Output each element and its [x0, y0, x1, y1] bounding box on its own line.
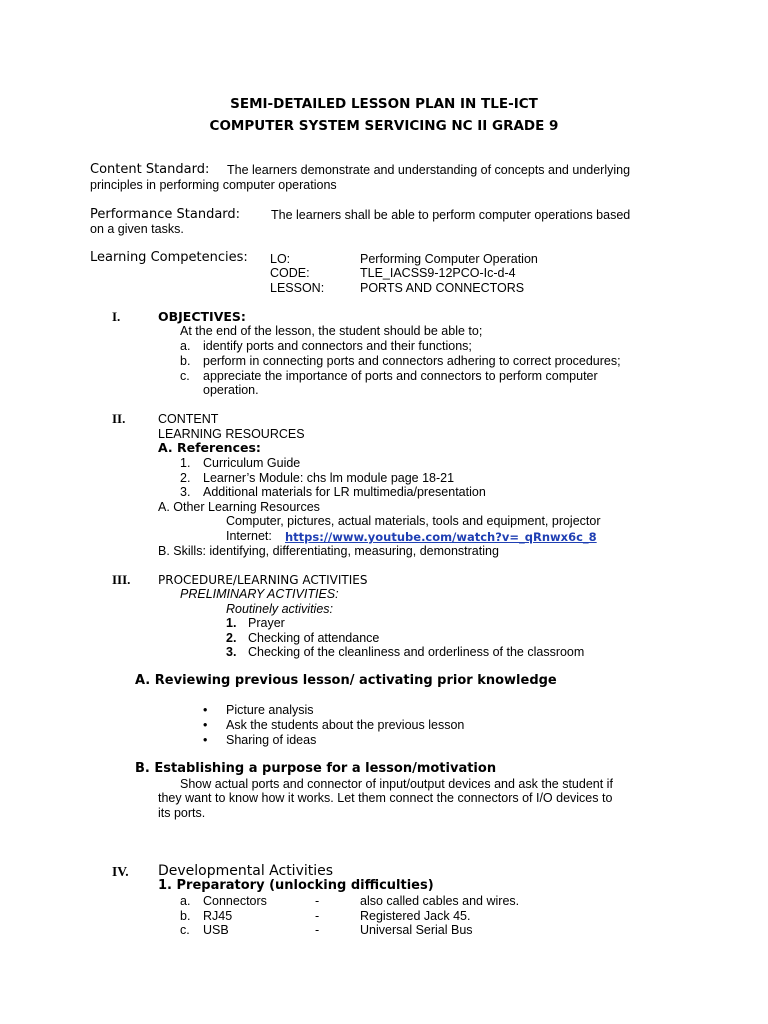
routine-item: Checking of attendance — [248, 631, 380, 645]
term-definition: also called cables and wires. — [360, 894, 520, 908]
internet-label: Internet: — [226, 529, 272, 543]
title-line-2: COMPUTER SYSTEM SERVICING NC II GRADE 9 — [209, 118, 559, 134]
competency-key: CODE: — [270, 266, 310, 280]
bullet-item: Picture analysis — [226, 703, 314, 717]
bullet-icon: • — [203, 733, 208, 747]
reference-item: Learner’s Module: chs lm module page 18-21 — [203, 471, 455, 485]
list-marker: b. — [180, 909, 191, 923]
motivation-text: Show actual ports and connector of input/output devices and ask the student if — [180, 777, 613, 791]
references-label: A. References: — [158, 440, 261, 455]
title-line-1: SEMI-DETAILED LESSON PLAN IN TLE-ICT — [230, 96, 538, 112]
procedure-heading: PROCEDURE/LEARNING ACTIVITIES — [158, 573, 368, 587]
routine-item: Prayer — [248, 616, 285, 630]
term-dash: - — [315, 923, 320, 937]
list-marker: 2. — [180, 471, 191, 485]
skills-line: B. Skills: identifying, differentiating, measuring, demonstrating — [158, 544, 499, 558]
competency-value: PORTS AND CONNECTORS — [360, 281, 525, 295]
content-standard-label: Content Standard: — [90, 162, 210, 177]
content-standard-text-cont: principles in performing computer operations — [90, 178, 337, 192]
section-numeral: I. — [112, 309, 121, 324]
learning-resources-heading: LEARNING RESOURCES — [158, 427, 305, 441]
objectives-intro: At the end of the lesson, the student should be able to; — [180, 324, 483, 338]
section-numeral: III. — [112, 572, 131, 587]
preparatory-heading: 1. Preparatory (unlocking difficulties) — [158, 878, 434, 893]
term-dash: - — [315, 894, 320, 908]
objective-item: perform in connecting ports and connectors adhering to correct procedures; — [203, 354, 621, 368]
competency-value: Performing Computer Operation — [360, 252, 538, 266]
performance-standard-label: Performance Standard: — [90, 207, 241, 222]
list-marker: a. — [180, 339, 191, 353]
list-marker: b. — [180, 354, 191, 368]
other-resources-label: A. Other Learning Resources — [158, 500, 320, 514]
motivation-text: they want to know how it works. Let them connect the connectors of I/O devices to — [158, 791, 613, 805]
section-numeral: II. — [112, 411, 126, 426]
developmental-heading: Developmental Activities — [158, 863, 334, 879]
preliminary-activities: PRELIMINARY ACTIVITIES: — [180, 587, 339, 601]
performance-standard-text: The learners shall be able to perform computer operations based — [271, 208, 631, 222]
term: Connectors — [203, 894, 267, 908]
list-marker: c. — [180, 923, 190, 937]
section-numeral: IV. — [112, 864, 129, 879]
learning-competencies-label: Learning Competencies: — [90, 250, 248, 265]
list-marker: a. — [180, 894, 191, 908]
section-b-heading: B. Establishing a purpose for a lesson/motivation — [135, 761, 497, 776]
reference-item: Additional materials for LR multimedia/presentation — [203, 485, 486, 499]
competency-key: LESSON: — [270, 281, 325, 295]
performance-standard-text-cont: on a given tasks. — [90, 222, 184, 236]
content-standard-text: The learners demonstrate and understanding of concepts and underlying — [227, 163, 631, 177]
other-resources-text: Computer, pictures, actual materials, tools and equipment, projector — [226, 514, 601, 528]
reference-item: Curriculum Guide — [203, 456, 301, 470]
bullet-icon: • — [203, 718, 208, 732]
term-definition: Universal Serial Bus — [360, 923, 473, 937]
term: RJ45 — [203, 909, 233, 923]
objective-item: appreciate the importance of ports and connectors to perform computer — [203, 369, 598, 383]
bullet-item: Ask the students about the previous lesson — [226, 718, 465, 732]
routine-item: Checking of the cleanliness and orderliness of the classroom — [248, 645, 585, 659]
content-heading: CONTENT — [158, 412, 219, 426]
list-marker: 3. — [226, 645, 237, 659]
list-marker: 1. — [226, 616, 237, 630]
motivation-text: its ports. — [158, 806, 206, 820]
internet-link[interactable]: https://www.youtube.com/watch?v=_qRnwx6c_8 — [285, 530, 597, 544]
list-marker: 3. — [180, 485, 191, 499]
term-definition: Registered Jack 45. — [360, 909, 471, 923]
list-marker: 1. — [180, 456, 191, 470]
term: USB — [203, 923, 229, 937]
competency-value: TLE_IACSS9-12PCO-Ic-d-4 — [360, 266, 516, 280]
competency-key: LO: — [270, 252, 291, 266]
objective-item-cont: operation. — [203, 383, 259, 397]
list-marker: c. — [180, 369, 190, 383]
term-dash: - — [315, 909, 320, 923]
bullet-item: Sharing of ideas — [226, 733, 317, 747]
list-marker: 2. — [226, 631, 237, 645]
objective-item: identify ports and connectors and their functions; — [203, 339, 472, 353]
objectives-heading: OBJECTIVES: — [158, 309, 246, 324]
bullet-icon: • — [203, 703, 208, 717]
section-a-heading: A. Reviewing previous lesson/ activating prior knowledge — [135, 673, 557, 688]
routinely-activities: Routinely activities: — [226, 602, 333, 616]
